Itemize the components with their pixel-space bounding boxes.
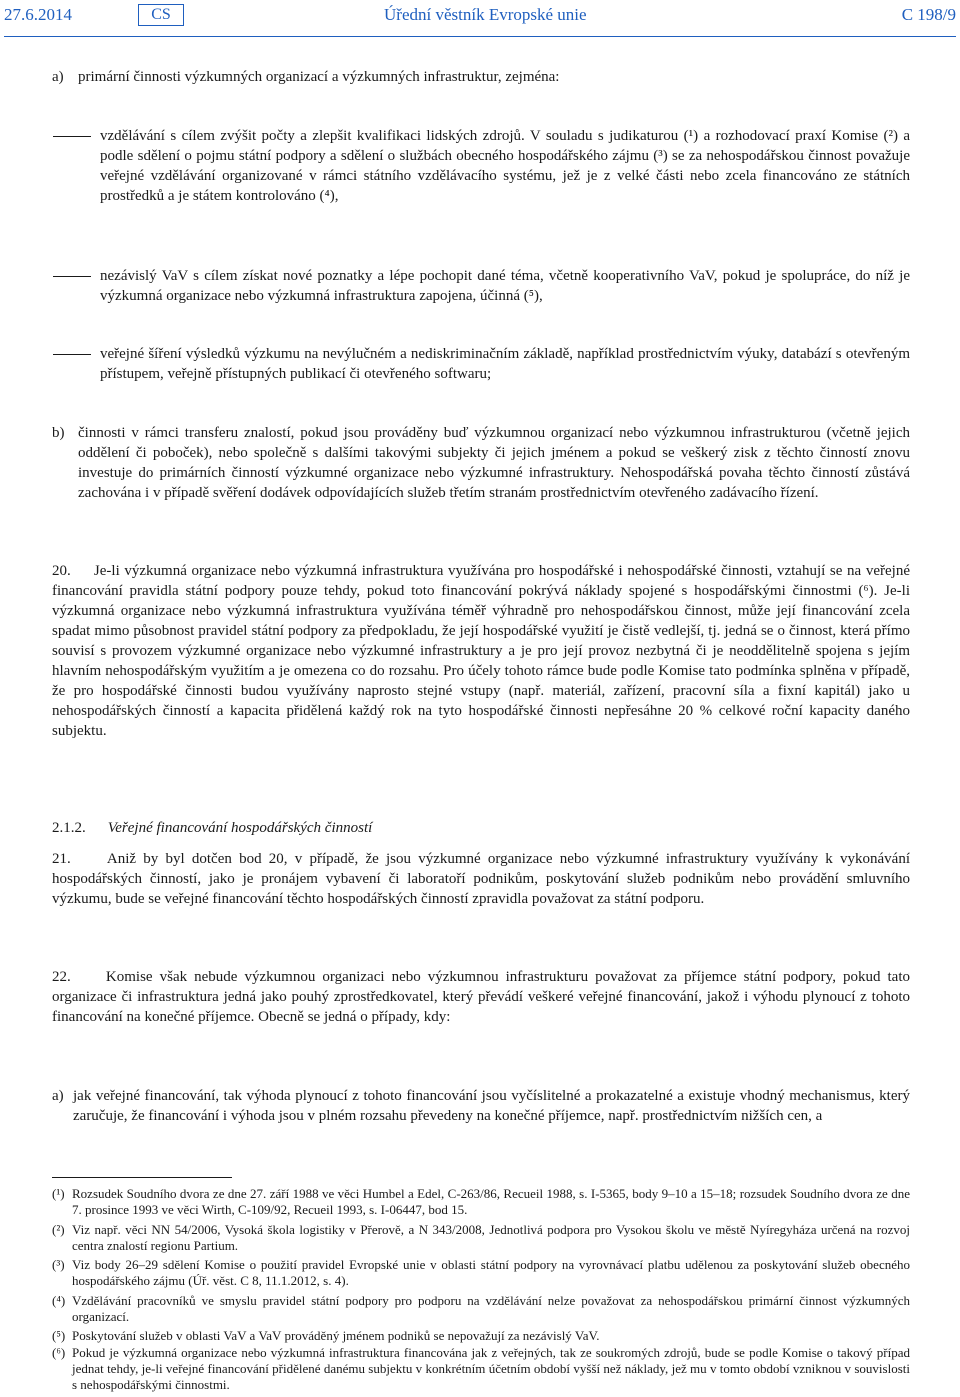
footnote bbox=[52, 1186, 910, 1218]
paragraph-20 bbox=[52, 561, 910, 741]
page-number: C 198/9 bbox=[901, 5, 956, 24]
dash-bullet-icon bbox=[53, 276, 91, 277]
dash-bullet-icon bbox=[53, 354, 91, 355]
paragraph-text: Komise však nebude výzkumnou organizaci nebo výzkumnou infrastrukturu považovat za příjemce státní podpory, pokud tato organizace či infrastruktura jedná jako pouhý zprostředkovatel, který převádí veškeré veřejné financování, jakož i výhodu plynoucí z tohoto financování na konečné příjemce. Obecně se jedná o případy, kdy: bbox=[52, 969, 911, 1025]
section-a-label: a) bbox=[52, 69, 64, 85]
footnote-text: Poskytování služeb v oblasti VaV a VaV prováděný jménem podniků se nepovažují za nezávislý VaV. bbox=[72, 1328, 600, 1343]
footnote bbox=[52, 1257, 910, 1289]
paragraph-22 bbox=[52, 967, 910, 1027]
language-badge: CS bbox=[138, 4, 184, 26]
footnote-text: Viz např. věci NN 54/2006, Vysoká škola logistiky v Přerově, a N 343/2008, Jednotlivá podpora pro Vysokou školu ve městě Nyíregyháza určená na rozvoj centra znalostí regionu Partium. bbox=[72, 1222, 910, 1253]
indent-education: vzdělávání s cílem zvýšit počty a zlepšit kvalifikaci lidských zdrojů. V souladu s judikaturou (¹) a rozhodovací praxí Komise (²) a podle sdělení o pojmu státní podpory a sdělení o službách obecného hospodářského zájmu (³) se za nehospodářskou činnost považuje veřejné vzdělávání organizované v rámci státního vzdělávacího systému, jež je z velké části nebo zcela financováno ze státních prostředků a je státem kontrolováno (⁴), bbox=[100, 128, 910, 204]
footnote-rule bbox=[52, 1177, 232, 1178]
paragraph-text: Aniž by byl dotčen bod 20, v případě, že jsou výzkumné organizace nebo výzkumné infrastruktury využívány k vykonávání hospodářských činností, jako je pronájem vybavení či laboratoří podnikům, poskytování služeb podnikům nebo provádění smluvního výzkumu, bude se veřejné financování těchto hospodářských činností zpravidla považovat za státní podporu. bbox=[52, 851, 911, 907]
section-b-label: b) bbox=[52, 425, 65, 441]
dash-bullet-icon bbox=[53, 136, 91, 137]
section-22a-label: a) bbox=[52, 1088, 64, 1104]
paragraph-number: 20. bbox=[52, 563, 71, 579]
paragraph-text: Je-li výzkumná organizace nebo výzkumná infrastruktura využívána pro hospodářské i nehospodářské činnosti, vztahují se na veřejné financování pravidla státní podpory pouze tehdy, pokud toto financování pokrývá náklady spojené s hospodářskými činnostmi (⁶). Je-li výzkumná organizace nebo výzkumná infrastruktura využívána téměř výhradně pro nehospodářskou činnost, může její financování zcela spadat mimo působnost pravidel státní podpory za předpokladu, že její hospodářské využití je čistě vedlejší, tj. jedná se o činnost, která přímo souvisí s provozem výzkumné organizace nebo výzkumné infrastruktury a je pro její provoz nezbytná či je neoddělitelně spojena s jejím hlavním nehospodářským využitím a je omezena co do rozsahu. Pro účely tohoto rámce bude podle Komise tato podmínka splněna v případě, že pro hospodářské činnosti budou využívány naprosto stejné vstupy (např. materiál, zařízení, pracovní síla a fixní kapitál) jako u nehospodářských činností a kapacita přidělená každý rok na tyto hospodářské činnosti nepřesáhne 20 % celkové roční kapacity daného subjektu. bbox=[52, 563, 910, 739]
heading-number: 2.1.2. bbox=[52, 820, 86, 836]
section-a-intro: primární činnosti výzkumných organizací a výzkumných infrastruktur, zejména: bbox=[78, 69, 560, 85]
footnote-marker: (¹) bbox=[52, 1186, 65, 1201]
publication-date: 27.6.2014 bbox=[4, 5, 72, 24]
footnote-marker: (⁵) bbox=[52, 1328, 66, 1343]
footnote bbox=[52, 1222, 910, 1254]
heading-title: Veřejné financování hospodářských činností bbox=[107, 820, 373, 836]
section-22a-text: jak veřejné financování, tak výhoda plynoucí z tohoto financování jsou vyčíslitelné a prokazatelné a existuje vhodný mechanismus, který zaručuje, že financování i výhoda jsou v plném rozsahu převedeny na konečné příjemce, např. prostřednictvím nižších cen, a bbox=[73, 1088, 910, 1124]
indent-independent-rd: nezávislý VaV s cílem získat nové poznatky a lépe pochopit dané téma, včetně kooperativního VaV, pokud je spolupráce, do níž je výzkumná organizace nebo výzkumná infrastruktura zapojena, účinná (⁵), bbox=[100, 268, 910, 304]
footnote bbox=[52, 1293, 910, 1325]
footnote-text: Pokud je výzkumná organizace nebo výzkumná infrastruktura financována jak z veřejných, tak ze soukromých zdrojů, bude se podle Komise o takový případ jednat tehdy, je-li veřejné financování přidělené danému subjektu v konkrétním účetním období vyšší než náklady, jež mu v tomto období vzniknou v souvislosti s nehospodářskými činnostmi. bbox=[72, 1345, 910, 1392]
paragraph-21 bbox=[52, 849, 910, 909]
indent-dissemination: veřejné šíření výsledků výzkumu na nevýlučném a nediskriminačním základě, například prostřednictvím výuky, databází s otevřeným přístupem, veřejně přístupných publikací či otevřeného softwaru; bbox=[100, 346, 910, 382]
paragraph-number: 22. bbox=[52, 969, 71, 985]
footnote-text: Vzdělávání pracovníků ve smyslu pravidel státní podpory pro podporu na vzdělávání nelze považovat za nehospodářskou primární činnost výzkumných organizací. bbox=[72, 1293, 910, 1324]
footnote bbox=[52, 1328, 910, 1344]
header-rule bbox=[4, 36, 956, 37]
footnote-marker: (³) bbox=[52, 1257, 65, 1272]
journal-header bbox=[4, 5, 956, 27]
section-heading bbox=[52, 818, 372, 838]
footnote bbox=[52, 1345, 910, 1393]
footnote-marker: (⁴) bbox=[52, 1293, 66, 1308]
footnote-marker: (²) bbox=[52, 1222, 65, 1237]
footnote-text: Viz body 26–29 sdělení Komise o použití pravidel Evropské unie v oblasti státní podpory na vyrovnávací platbu udělenou za poskytování služeb obecného hospodářského zájmu (Úř. věst. C 8, 11.1.2012, s. 4). bbox=[72, 1257, 910, 1288]
footnote-marker: (⁶) bbox=[52, 1345, 66, 1360]
journal-title: Úřední věstník Evropské unie bbox=[384, 5, 587, 24]
paragraph-number: 21. bbox=[52, 851, 71, 867]
footnote-text: Rozsudek Soudního dvora ze dne 27. září 1988 ve věci Humbel a Edel, C-263/86, Recueil 1988, s. I-5365, body 9–10 a 15–18; rozsudek Soudního dvora ze dne 7. prosince 1993 ve věci Wirth, C-109/92, Recueil 1993, s. I-06447, bod 15. bbox=[72, 1186, 910, 1217]
section-b-text: činnosti v rámci transferu znalostí, pokud jsou prováděny buď výzkumnou organizací nebo výzkumnou infrastrukturou (včetně jejich oddělení či poboček), nebo společně s dalšími takovými subjekty či jejich jménem a pokud se veškerý zisk z těchto činností znovu investuje do primárních činností výzkumné organizace nebo výzkumné infrastruktury. Nehospodářská povaha těchto činností zůstává zachována i v případě svěření dodávek odpovídajících služeb třetím stranám prostřednictvím otevřeného zadávacího řízení. bbox=[78, 425, 910, 501]
